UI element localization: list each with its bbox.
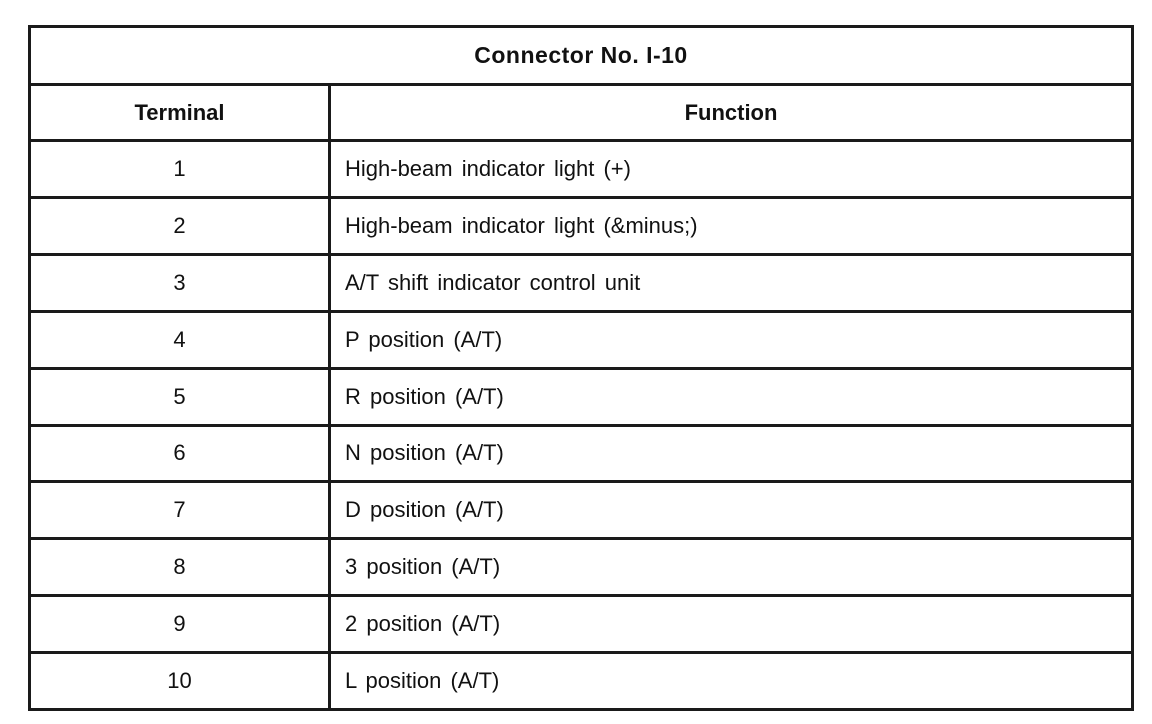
terminal-cell: 5 [31,370,331,424]
terminal-cell: 6 [31,427,331,481]
table-header-row [31,86,1131,142]
function-cell: 2 position (A/T) [345,611,501,637]
function-cell: D position (A/T) [345,497,504,523]
terminal-cell: 10 [31,654,331,708]
terminal-cell: 9 [31,597,331,651]
function-cell: High-beam indicator light (&minus;) [345,212,698,238]
terminal-cell: 1 [31,142,331,196]
function-column-header: Function [684,99,778,125]
table-row [31,597,1131,654]
function-cell: P position (A/T) [345,326,503,352]
table-row [31,427,1131,484]
table-title: Connector No. I-10 [31,28,1131,86]
table-row [31,313,1131,370]
table-row [31,654,1131,708]
table-row [31,142,1131,199]
function-cell: 3 position (A/T) [345,554,501,580]
function-cell: R position (A/T) [345,383,504,409]
terminal-cell: 7 [31,483,331,537]
terminal-cell: 4 [31,313,331,367]
table-row [31,540,1131,597]
function-cell: High-beam indicator light (+) [345,155,631,181]
terminal-cell: 2 [31,199,331,253]
function-cell: A/T shift indicator control unit [345,269,641,295]
table-row [31,256,1131,313]
terminal-cell: 3 [31,256,331,310]
function-cell: L position (A/T) [345,668,500,694]
terminal-column-header: Terminal [31,86,331,139]
function-cell: N position (A/T) [345,440,504,466]
table-row [31,483,1131,540]
table-row [31,199,1131,256]
terminal-cell: 8 [31,540,331,594]
table-row [31,370,1131,427]
connector-table [28,25,1134,711]
